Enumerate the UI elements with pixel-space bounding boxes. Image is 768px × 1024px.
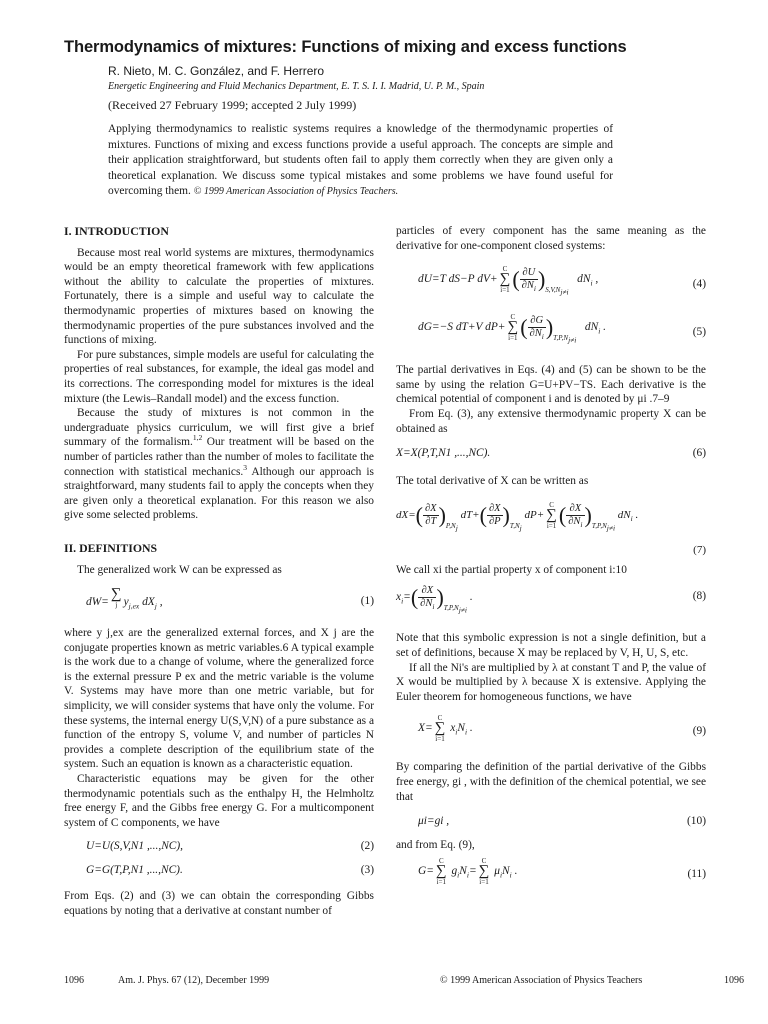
intro-paragraph-3 (64, 406, 374, 523)
left-column (64, 224, 374, 919)
definitions-paragraph-2: where y j,ex are the generalized external forces, and X j are the conjugate properties known as metric variables.6 A typical example is the work due to a change of volume, where the generalized force is the external pressure P ex and the metric variable is the volume V. Systems may have more than one metric variable, but for simplicity, we will consider systems that have only the volume. For these systems, the internal energy U(S,V,N) of a pure substance as a function of the entropy S, volume V, and number of particles N provides a complete description of the equilibrium state of the system. Such an equation is known as a characteristic equation. (64, 627, 374, 771)
equation-6-text: X=X(P,T,N1 ,...,NC). (396, 447, 491, 460)
paper-title: Thermodynamics of mixtures: Functions of mixing and excess functions (64, 38, 627, 56)
equation-11: G=C ∑ i=1 $g_iN_i=C$ ∑ i=1 $\mu_iN_i$ . (11) (418, 856, 706, 886)
equation-6-number: (6) (692, 447, 706, 460)
definitions-paragraph-3: Characteristic equations may be given for the other thermodynamic potentials such as the enthalpy H, the Helmholtz free energy F, and the Gibbs free energy G. For a multicomponent system of C components, we have (64, 773, 374, 829)
equation-4-number: (4) (692, 278, 706, 291)
authors: R. Nieto, M. C. González, and F. Herrero (108, 64, 325, 78)
equation-10-number: (10) (687, 815, 706, 828)
equation-3-number: (3) (360, 864, 374, 877)
equation-7: dX=( $\frac{\partial X}{\partial T}$ )$_{P,N_j}$ dT+( $\frac{\partial X}{\partial P}$ )$_{T,N_j}$ dP+C ∑ i=1 ( $\frac{\partial X}{\partial N_i}$ )$_{T,P,N_{j\ne i}}$ $dN_i$ . (7) (396, 500, 706, 556)
equation-2-text: U=U(S,V,N1 ,...,NC), (86, 840, 184, 853)
equation-1: dW= ∑ j $y_{j,ex}$ $dX_j$ , (1) (86, 586, 374, 611)
equation-2 (86, 839, 374, 859)
intro-p3-b: Our treatment will be based on the number of particles rather than the number of moles to facilitate the connection with statistical mechanics. (64, 436, 374, 478)
right-paragraph-8: By comparing the definition of the partial derivative of the Gibbs free energy, gi , with the definition of the chemical potential, we see that (396, 761, 706, 803)
received-dates: (Received 27 February 1999; accepted 2 July 1999) (108, 98, 357, 112)
intro-p3-a: Because the study of mixtures is not common in the undergraduate physics curriculum, we will first give a brief summary of the formalism. (64, 407, 374, 449)
equation-8-number: (8) (692, 590, 706, 603)
section-heading-definitions: II. DEFINITIONS (64, 540, 158, 555)
ref-3: 3 (243, 462, 247, 472)
right-paragraph-1: particles of every component has the same meaning as the derivative for one-component closed systems: (396, 225, 706, 252)
page-number-left: 1096 (64, 975, 84, 986)
equation-3 (86, 863, 374, 883)
right-paragraph-7: If all the Ni's are multiplied by λ at constant T and P, the value of X would be multiplied by λ because X is extensive. Applying the Euler theorem for homogeneous functions, we have (396, 661, 706, 703)
equation-1-number: (1) (360, 595, 374, 608)
equation-5: dG=−S dT+V dP+C ∑ i=1 ( $\frac{\partial G}{\partial N_i}$ )$_{T,P,N_{j\ne i}}$ $dN_i$ . (5) (418, 313, 706, 345)
abstract-text: Applying thermodynamics to realistic systems requires a knowledge of the thermodynamic properties of mixtures. Functions of mixing and excess functions provide a useful approach. The concepts are simple and their application straightforward, but students often fail to apply them correctly when they are given only a theoretical explanation. We discuss some typical mistakes and some problems we have found useful for overcoming them. (108, 123, 613, 198)
abstract-copyright: © 1999 American Association of Physics Teachers. (193, 186, 399, 198)
equation-6 (396, 446, 706, 464)
intro-paragraph-2: For pure substances, simple models are useful for calculating the properties of real substances, for example, the ideal gas model and its corrections. The corresponding model for mixtures is the ideal mixture (the Lewis–Randall model) and the excess function. (64, 348, 374, 405)
equation-10-text: μi=gi , (418, 815, 450, 828)
section-heading-introduction: I. INTRODUCTION (64, 224, 169, 238)
right-paragraph-9: and from Eq. (9), (396, 839, 475, 852)
abstract (108, 122, 613, 200)
intro-p3-c: Although our approach is straightforward, many students fail to apply the concepts when they are given only a theoretical explanation. For this reason we also give some selected problems. (64, 465, 374, 522)
definitions-paragraph-1: The generalized work W can be expressed as (77, 564, 282, 577)
equation-9: X=C ∑ i=1 $x_iN_i$ . (9) (418, 714, 706, 744)
footer-copyright: © 1999 American Association of Physics Teachers (440, 975, 643, 986)
right-paragraph-5: We call xi the partial property x of component i:10 (396, 563, 627, 576)
right-paragraph-6: Note that this symbolic expression is not a single definition, but a set of definitions, because X may be replaced by V, H, U, S, etc. (396, 632, 706, 659)
definitions-paragraph-4: From Eqs. (2) and (3) we can obtain the corresponding Gibbs equations by noting that a derivative at constant number of (64, 890, 374, 917)
equation-11-number: (11) (687, 867, 706, 880)
page-number-right: 1096 (724, 975, 744, 986)
equation-3-text: G=G(T,P,N1 ,...,NC). (86, 864, 183, 877)
equation-7-number: (7) (693, 543, 706, 556)
ref-1-2: 1,2 (192, 433, 203, 443)
equation-10 (418, 814, 706, 832)
affiliation: Energetic Engineering and Fluid Mechanics Department, E. T. S. I. I. Madrid, U. P. M., Spain (108, 81, 485, 92)
equation-4: dU=T dS−P dV+C ∑ i=1 ( $\frac{\partial U}{\partial N_i}$ )$_{S,V,N_{j\ne i}}$ $dN_i$ , (4) (418, 265, 706, 297)
equation-9-number: (9) (692, 725, 706, 738)
right-column (396, 224, 706, 893)
equation-8: $x_i=$( $\frac{\partial X}{\partial N_i}$ )$_{T,P,N_{j\ne i}}$ . (8) (396, 584, 706, 615)
journal-citation: Am. J. Phys. 67 (12), December 1999 (118, 975, 270, 986)
right-paragraph-3: From Eq. (3), any extensive thermodynamic property X can be obtained as (396, 407, 706, 435)
right-paragraph-4: The total derivative of X can be written as (396, 475, 589, 488)
equation-2-number: (2) (360, 840, 374, 853)
right-paragraph-2: The partial derivatives in Eqs. (4) and (5) can be shown to be the same by using the relation G=U+PV−TS. Each derivative is the chemical potential of component i and is denoted by μi .7–9 (396, 364, 706, 406)
intro-paragraph-1: Because most real world systems are mixtures, thermodynamics would be an empty theoretical framework with few applications without the ability to calculate the properties of mixtures. Fortunately, there is a simple and useful way to calculate the thermodynamic properties of mixtures based on knowing the thermodynamic properties of the pure substances involved and the functions of mixing. (64, 246, 374, 347)
equation-5-number: (5) (692, 326, 706, 339)
